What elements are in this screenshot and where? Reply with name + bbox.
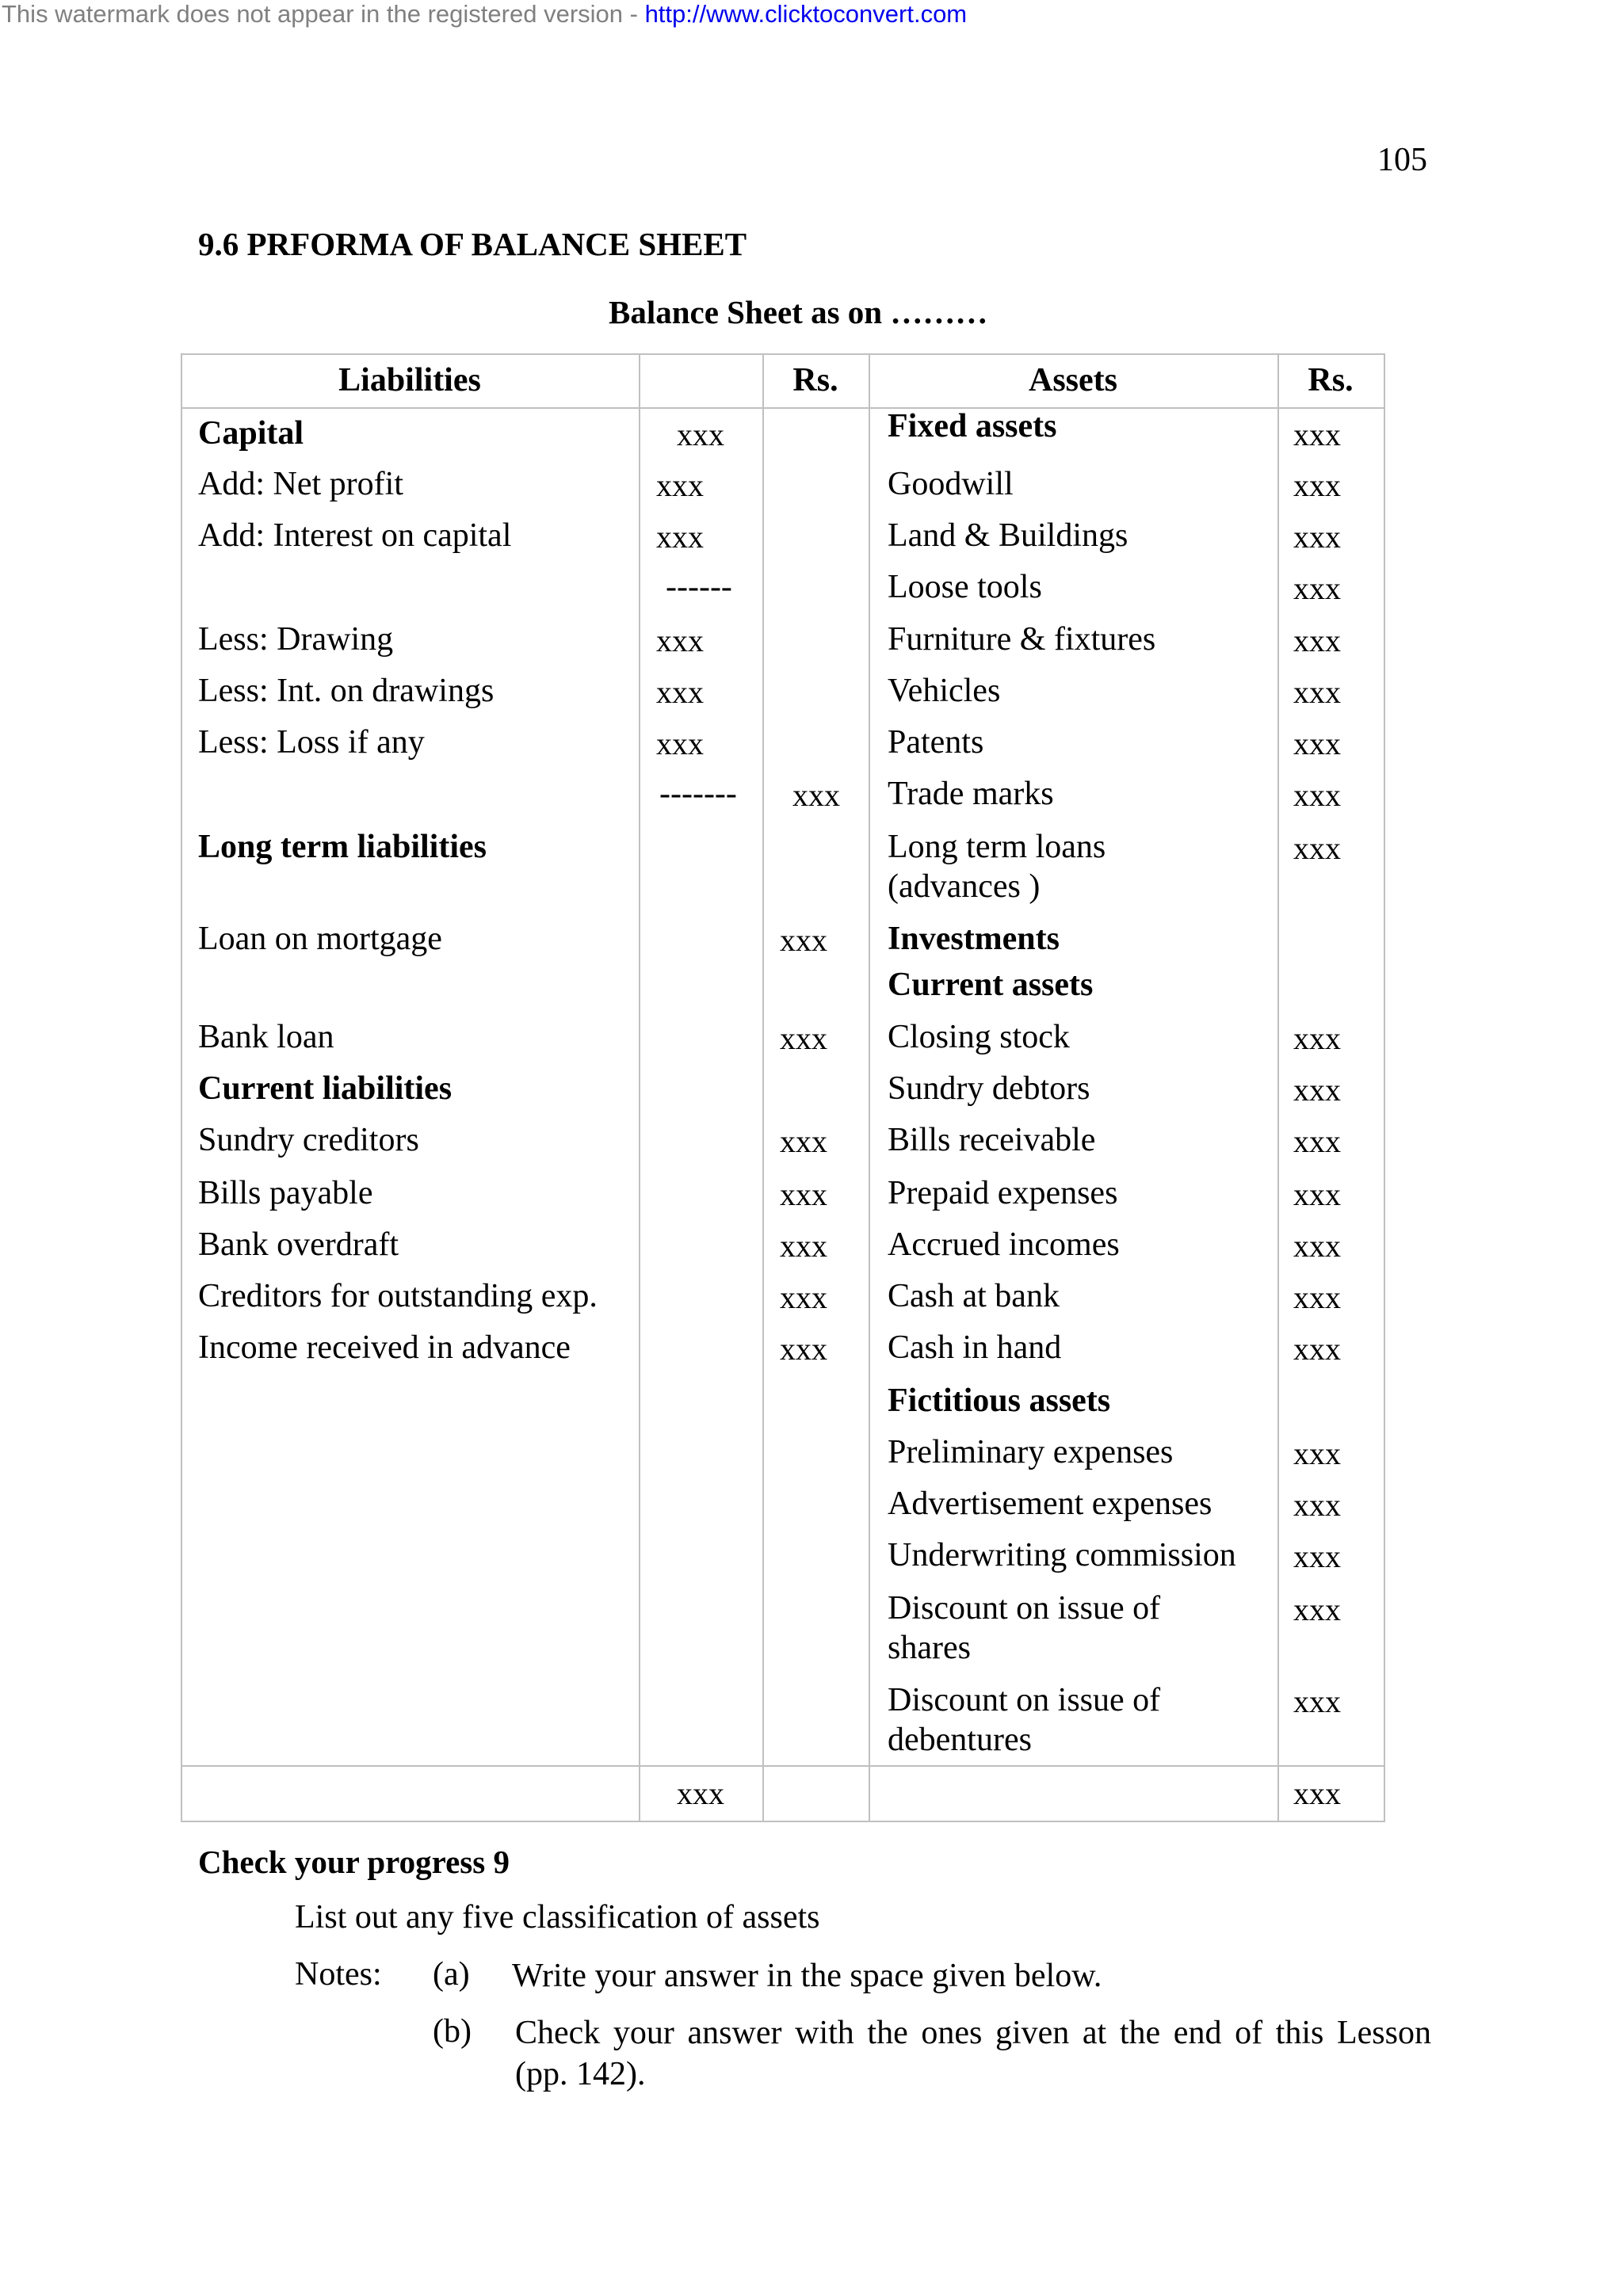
asset-label: Sundry debtors [888,1070,1090,1107]
liability-label: Bank loan [198,1019,334,1055]
asset-label: Land & Buildings [888,517,1128,554]
note-marker: (b) [433,2013,472,2050]
liability-label: Add: Interest on capital [198,517,512,554]
totals-divider [181,1765,1385,1767]
asset-label: Vehicles [888,673,1001,709]
asset-amount: xxx [1293,1280,1341,1315]
asset-label-continued: debentures [888,1722,1032,1758]
asset-label: Trade marks [888,776,1054,812]
asset-amount: xxx [1293,1436,1341,1471]
asset-amount: xxx [1293,519,1341,555]
asset-label: Furniture & fixtures [888,621,1156,658]
liability-amount: xxx [780,922,827,958]
assets-total: xxx [1293,1775,1341,1811]
asset-label: Cash at bank [888,1278,1060,1314]
note-text: Check your answer with the ones given at the end of this Lesson (pp. 142). [515,2015,1431,2092]
asset-label: Discount on issue of [888,1682,1161,1718]
liability-label: Capital [198,415,304,452]
asset-amount: xxx [1293,467,1341,503]
table-border-right [1384,353,1385,1822]
liability-inner-amount: xxx [677,417,724,452]
asset-label: Discount on issue of [888,1590,1161,1627]
asset-amount: xxx [1293,1539,1341,1574]
liability-label: Income received in advance [198,1329,571,1366]
liability-label: Add: Net profit [198,466,403,502]
progress-task: List out any five classification of assets [295,1899,820,1936]
header-rs-right: Rs. [1308,362,1354,399]
asset-amount: xxx [1293,570,1341,606]
liability-group-heading: Current liabilities [198,1070,453,1107]
table-border-left [181,353,182,1822]
liability-label: Less: Drawing [198,621,394,658]
asset-label: Loose tools [888,569,1042,605]
liability-amount: xxx [792,777,840,813]
liability-label: Bills payable [198,1175,373,1211]
asset-label: Long term loans [888,829,1106,865]
asset-amount: xxx [1293,674,1341,710]
asset-group-heading: Current assets [888,967,1094,1003]
liability-label: Loan on mortgage [198,921,442,957]
liability-label: Less: Loss if any [198,724,425,761]
liability-inner-amount: xxx [656,726,704,761]
asset-amount: xxx [1293,1487,1341,1523]
sheet-caption: Balance Sheet as on ……… [609,294,988,330]
liability-amount: xxx [780,1280,827,1315]
header-rs-left: Rs. [792,362,838,399]
asset-group-heading: Investments [888,921,1060,957]
column-divider [762,353,764,1822]
watermark [2,0,967,29]
asset-amount: xxx [1293,1228,1341,1264]
asset-label: Goodwill [888,466,1014,502]
asset-label: Patents [888,724,984,761]
subtotal-dashes: ------ [666,569,732,605]
asset-label: Preliminary expenses [888,1434,1174,1470]
note-marker: (a) [433,1956,470,1993]
note-text: Write your answer in the space given below. [512,1958,1102,1994]
asset-label: Accrued incomes [888,1226,1120,1263]
liability-label: Creditors for outstanding exp. [198,1278,598,1314]
liability-inner-amount: xxx [656,674,704,710]
asset-amount: xxx [1293,1072,1341,1108]
table-border-top [181,353,1385,355]
liability-inner-amount: xxx [656,467,704,503]
column-divider [1277,353,1279,1822]
asset-amount: xxx [1293,1684,1341,1719]
liability-label: Less: Int. on drawings [198,673,495,709]
asset-amount: xxx [1293,1123,1341,1159]
asset-label: Closing stock [888,1019,1070,1055]
header-liabilities: Liabilities [338,362,481,399]
asset-amount: xxx [1293,1177,1341,1212]
header-assets: Assets [1029,362,1117,399]
liability-label: Bank overdraft [198,1226,399,1263]
progress-title: Check your progress 9 [198,1844,510,1880]
column-divider [639,353,640,1822]
header-divider [181,407,1385,409]
asset-amount: xxx [1293,777,1341,813]
liability-amount: xxx [780,1228,827,1264]
asset-amount: xxx [1293,1331,1341,1367]
asset-group-heading: Fixed assets [888,408,1057,444]
watermark-link[interactable]: http://www.clicktoconvert.com [644,0,968,28]
asset-label: Advertisement expenses [888,1486,1212,1522]
page-number: 105 [1377,142,1427,178]
liability-amount: xxx [780,1177,827,1212]
asset-amount: xxx [1293,1592,1341,1627]
asset-label-continued: shares [888,1630,971,1666]
asset-amount: xxx [1293,417,1341,452]
asset-label-continued: (advances ) [888,868,1041,905]
liability-inner-amount: xxx [656,519,704,555]
balance-sheet-table [181,353,1385,1822]
asset-label: Bills receivable [888,1122,1096,1158]
liability-inner-amount: xxx [656,623,704,658]
asset-label: Underwriting commission [888,1537,1236,1573]
liability-amount: xxx [780,1331,827,1367]
notes-label: Notes: [295,1956,382,1993]
watermark-text: This watermark does not appear in the registered version - [2,0,645,28]
liability-label: Sundry creditors [198,1122,419,1158]
table-border-bottom [181,1821,1385,1822]
subtotal-dashes: ------- [659,776,737,812]
liability-amount: xxx [780,1123,827,1159]
asset-amount: xxx [1293,830,1341,866]
liability-amount: xxx [780,1020,827,1056]
section-title: 9.6 PRFORMA OF BALANCE SHEET [198,226,747,262]
asset-amount: xxx [1293,1020,1341,1056]
asset-label: Cash in hand [888,1329,1062,1366]
asset-amount: xxx [1293,726,1341,761]
asset-group-heading: Fictitious assets [888,1383,1111,1419]
asset-label: Prepaid expenses [888,1175,1118,1211]
liabilities-total: xxx [677,1775,724,1811]
liability-group-heading: Long term liabilities [198,829,487,865]
asset-amount: xxx [1293,623,1341,658]
column-divider [869,353,870,1822]
